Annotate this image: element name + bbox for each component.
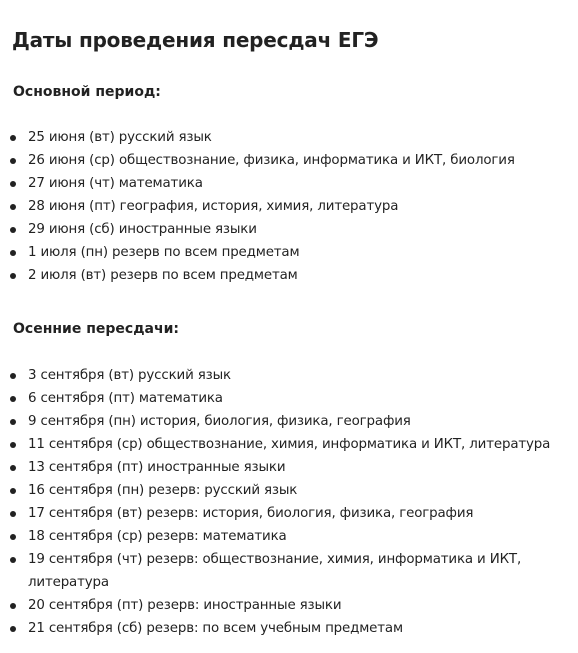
autumn-retakes-list [0,364,578,640]
list-item-text: 18 сентября (ср) резерв: математика [28,529,287,544]
list-item-text: 16 сентября (пн) резерв: русский язык [28,483,298,498]
main-period-list [0,126,578,287]
section-heading-autumn-retakes: Осенние пересдачи: [13,321,179,337]
bullet-icon [10,442,16,448]
list-item [0,387,578,410]
list-item-text: 11 сентября (ср) обществознание, химия, информатика и ИКТ, литература [28,437,551,452]
list-item [0,456,578,479]
bullet-icon [10,511,16,517]
list-item-text: 9 сентября (пн) история, биология, физика, география [28,414,411,429]
bullet-icon [10,534,16,540]
list-item-text: 2 июля (вт) резерв по всем предметам [28,268,298,283]
bullet-icon [10,250,16,256]
list-item-text: 3 сентября (вт) русский язык [28,368,231,383]
list-item-text: 17 сентября (вт) резерв: история, биология, физика, география [28,506,474,521]
list-item [0,617,578,640]
list-item [0,410,578,433]
bullet-icon [10,373,16,379]
list-item [0,218,578,241]
bullet-icon [10,273,16,279]
list-item-text: 26 июня (ср) обществознание, физика, информатика и ИКТ, биология [28,153,515,168]
list-item-text: 28 июня (пт) география, история, химия, литература [28,199,399,214]
bullet-icon [10,204,16,210]
bullet-icon [10,603,16,609]
list-item [0,195,578,218]
list-item-text: 13 сентября (пт) иностранные языки [28,460,286,475]
bullet-icon [10,181,16,187]
list-item [0,502,578,525]
list-item-text: 1 июля (пн) резерв по всем предметам [28,245,300,260]
list-item [0,525,578,548]
section-heading-main-period: Основной период: [13,84,161,100]
list-item [0,364,578,387]
list-item-text: 25 июня (вт) русский язык [28,130,212,145]
bullet-icon [10,396,16,402]
list-item-text: 6 сентября (пт) математика [28,391,223,406]
bullet-icon [10,626,16,632]
list-item [0,241,578,264]
list-item-text: 29 июня (сб) иностранные языки [28,222,257,237]
list-item [0,433,578,456]
list-item-text: 27 июня (чт) математика [28,176,203,191]
list-item [0,479,578,502]
list-item [0,126,578,149]
list-item-text: 20 сентября (пт) резерв: иностранные языки [28,598,342,613]
list-item [0,149,578,172]
list-item [0,594,578,617]
list-item [0,172,578,195]
bullet-icon [10,135,16,141]
bullet-icon [10,488,16,494]
list-item [0,264,578,287]
list-item-text: 19 сентября (чт) резерв: обществознание, химия, информатика и ИКТ, литература [28,552,522,590]
bullet-icon [10,557,16,563]
bullet-icon [10,158,16,164]
list-item [0,548,552,594]
bullet-icon [10,419,16,425]
page-title: Даты проведения пересдач ЕГЭ [12,28,379,52]
list-item-text: 21 сентября (сб) резерв: по всем учебным предметам [28,621,403,636]
bullet-icon [10,465,16,471]
bullet-icon [10,227,16,233]
